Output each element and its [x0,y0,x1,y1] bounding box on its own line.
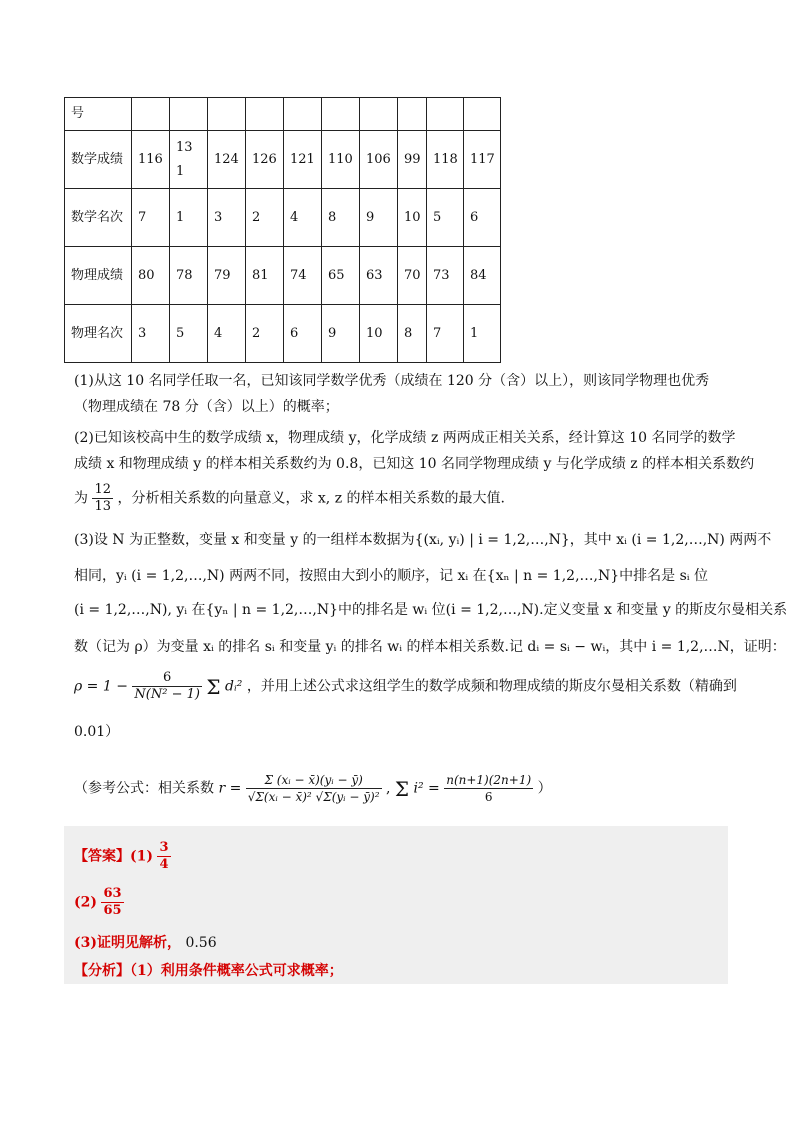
answer-1-fraction [157,840,170,873]
answer-2-label: (2) [74,894,97,911]
table-cell: 117 [464,131,501,189]
table-row [65,189,501,247]
q3-line-3: (i = 1,2,…,N), yᵢ 在{yₙ | n = 1,2,…,N}中的排名是 wᵢ 位(i = 1,2,…,N).定义变量 x 和变量 y 的斯皮尔曼相关系 [74,602,788,618]
table-row [65,247,501,305]
table-cell: 4 [284,189,322,247]
q3-formula-line [74,670,737,703]
row-header: 物理成绩 [65,247,132,305]
q3-line-1: (3)设 N 为正整数，变量 x 和变量 y 的一组样本数据为{(xᵢ, yᵢ) | i = 1,2,…,N}，其中 xᵢ (i = 1,2,…,N) 两两不 [74,532,772,548]
fraction-numerator: 6 [132,670,202,687]
table-cell: 110 [322,131,360,189]
table-cell [360,98,398,131]
table-cell: 10 [360,305,398,363]
table-row [65,98,501,131]
table-cell: 3 [208,189,246,247]
table-cell: 9 [360,189,398,247]
q3-line-2: 相同，yᵢ (i = 1,2,…,N) 两两不同，按照由大到小的顺序，记 xᵢ 在{xₙ | n = 1,2,…,N}中排名是 sᵢ 位 [74,568,709,584]
table-row [65,131,501,189]
summation-sign: Σ [394,776,410,801]
fraction-denominator: 65 [103,903,122,918]
answer-line-3 [74,932,217,952]
fraction-denominator: 4 [159,857,169,872]
table-cell: 80 [132,247,170,305]
table-cell: 118 [427,131,464,189]
table-cell: 4 [208,305,246,363]
table-cell: 6 [284,305,322,363]
fraction-numerator: 63 [103,886,122,901]
reference-formula: （参考公式：相关系数 r = $\frac{\text{Σ (xᵢ − x̄)(yᵢ − ȳ)}}{\text{√Σ(xᵢ − x̄)² √Σ(yᵢ − ȳ)²}}$ , Σ i² = $\frac{n(n+1)(2n+1)}{6}$ ） [74,773,552,804]
table-cell: 3 [132,305,170,363]
table-cell [170,98,208,131]
table-cell: 9 [322,305,360,363]
fraction-numerator: n(n+1)(2n+1) [446,773,532,787]
table-cell: 2 [246,189,284,247]
q2-line-3-prefix: 为 [74,490,88,507]
table-cell: 7 [132,189,170,247]
i-squared: i² = [413,780,440,797]
answer-2-fraction [101,886,123,919]
sum-fraction [444,772,533,805]
r-lhs: r = [218,780,242,797]
table-cell [464,98,501,131]
q1-line-1: (1)从这 10 名同学任取一名，已知该同学数学优秀（成绩在 120 分（含）以上），则该同学物理也优秀 [74,373,710,389]
fraction-denominator: N(N² − 1) [134,687,200,702]
answer-3-label: (3)证明见解析， [74,935,181,951]
table-cell: 116 [132,131,170,189]
table-cell: 126 [246,131,284,189]
row-header: 物理名次 [65,305,132,363]
rho-fraction [132,670,202,703]
table-cell: 73 [427,247,464,305]
q2-line-3 [74,482,505,515]
table-cell: 124 [208,131,246,189]
table-cell: 79 [208,247,246,305]
table-cell: 8 [398,305,427,363]
table-cell: 6 [464,189,501,247]
table-cell [132,98,170,131]
d-squared: dᵢ² [225,678,243,695]
summation-sign: Σ [206,674,221,699]
reference-suffix: ） [537,780,552,797]
analysis-line [74,960,343,980]
r-denominator: √Σ(xᵢ − x̄)² √Σ(yᵢ − ȳ)² [247,790,380,804]
answer-3-value: 0.56 [185,935,217,951]
fraction-denominator: 13 [94,499,111,514]
r-fraction [246,772,382,805]
row-header: 数学名次 [65,189,132,247]
answer-line-2 [74,886,124,919]
scores-table [64,97,501,363]
analysis-tag: 【分析】 [74,963,130,979]
q2-line-2: 成绩 x 和物理成绩 y 的样本相关系数约为 0.8，已知这 10 名同学物理成绩 y 与化学成绩 z 的样本相关系数约 [74,456,755,472]
table-cell: 1 [170,189,208,247]
table-cell: 2 [246,305,284,363]
fraction-numerator: 12 [94,482,111,497]
r-numerator: Σ (xᵢ − x̄)(yᵢ − ȳ) [246,772,382,789]
table-row [65,305,501,363]
table-cell [322,98,360,131]
reference-prefix: （参考公式：相关系数 [74,780,214,797]
table-cell [284,98,322,131]
q3-formula-suffix: ，并用上述公式求这组学生的数学成频和物理成绩的斯皮尔曼相关系数（精确到 [246,678,737,695]
rho-lhs: ρ = 1 − [74,678,128,695]
table-cell: 7 [427,305,464,363]
q3-line-4: 数（记为 ρ）为变量 xᵢ 的排名 sᵢ 和变量 yᵢ 的排名 wᵢ 的样本相关系数.记 dᵢ = sᵢ − wᵢ，其中 i = 1,2,…N，证明： [74,639,786,655]
table-cell [427,98,464,131]
table-cell: 99 [398,131,427,189]
table-cell: 5 [427,189,464,247]
table-cell: 81 [246,247,284,305]
table-cell: 78 [170,247,208,305]
table-cell: 5 [170,305,208,363]
table-cell [246,98,284,131]
table-cell: 106 [360,131,398,189]
q1-line-2: （物理成绩在 78 分（含）以上）的概率； [74,399,339,415]
table-cell: 131 [170,131,208,189]
answer-line-1 [74,840,171,873]
table-cell: 1 [464,305,501,363]
answer-tag: 【答案】 [74,848,130,865]
table-cell: 8 [322,189,360,247]
answer-box [64,826,728,984]
table-cell: 121 [284,131,322,189]
fraction-denominator: 6 [484,790,493,804]
table-cell: 63 [360,247,398,305]
row-header: 数学成绩 [65,131,132,189]
q2-line-3-suffix: ，分析相关系数的向量意义，求 x, z 的样本相关系数的最大值. [117,490,505,507]
q3-line-6: 0.01） [74,724,120,740]
row-header: 号 [65,98,132,131]
table-cell [398,98,427,131]
fraction-numerator: 3 [159,840,169,855]
fraction-12-13 [92,482,113,515]
table-cell: 65 [322,247,360,305]
answer-1-label: (1) [130,848,153,865]
analysis-text: （1）利用条件概率公式可求概率； [130,963,343,979]
table-cell [208,98,246,131]
table-cell: 10 [398,189,427,247]
table-cell: 84 [464,247,501,305]
q2-line-1: (2)已知该校高中生的数学成绩 x，物理成绩 y，化学成绩 z 两两成正相关关系，经计算这 10 名同学的数学 [74,430,736,446]
table-cell: 70 [398,247,427,305]
table-cell: 74 [284,247,322,305]
